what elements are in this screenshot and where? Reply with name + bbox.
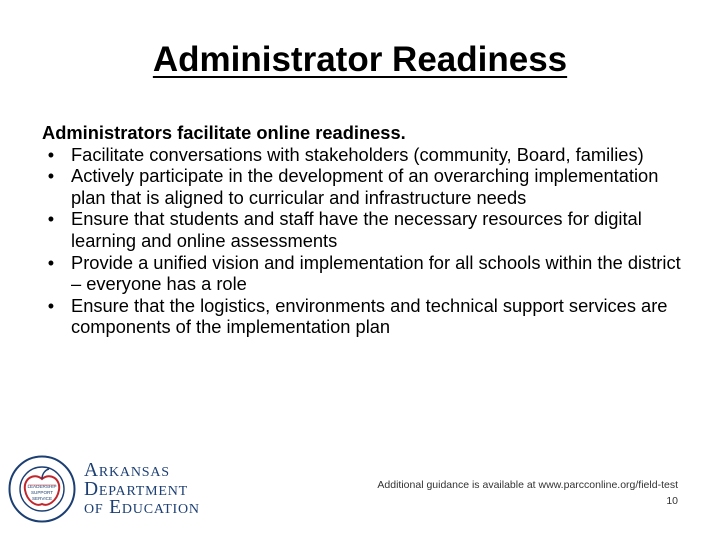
- guidance-note: Additional guidance is available at www.parcconline.org/field-test: [377, 479, 678, 491]
- bullet-list: [42, 144, 692, 338]
- bullet-item: [42, 144, 692, 166]
- slide-title: Administrator Readiness: [152, 40, 568, 79]
- bullet-glyph: •: [47, 143, 55, 165]
- bullet-text: Ensure that students and staff have the necessary resources for digital learning and online assessments: [71, 208, 642, 251]
- bullet-glyph: •: [47, 165, 55, 187]
- ade-seal-icon: [8, 455, 76, 523]
- seal-inner-text: LEADERSHIP: [27, 484, 57, 489]
- bullet-item: [42, 165, 692, 208]
- ade-logo: [8, 455, 214, 523]
- seal-inner-text: SUPPORT: [30, 490, 54, 495]
- bullet-text: Actively participate in the development of an overarching implementation plan that is aligned to curricular and infrastructure needs: [71, 165, 659, 208]
- org-name-line: of Education: [84, 497, 200, 518]
- bullet-item: [42, 295, 692, 338]
- slide-body: [42, 122, 692, 338]
- page-number: 10: [666, 494, 678, 507]
- seal-inner-text: SERVICE: [31, 496, 53, 501]
- intro-text: Administrators facilitate online readiness.: [42, 122, 406, 143]
- bullet-text: Provide a unified vision and implementation for all schools within the district – everyone has a role: [71, 251, 681, 295]
- bullet-glyph: •: [47, 208, 55, 230]
- bullet-glyph: •: [47, 251, 55, 273]
- bullet-glyph: •: [47, 294, 55, 316]
- org-name-line: Arkansas: [84, 460, 170, 481]
- bullet-text: Facilitate conversations with stakeholders (community, Board, families): [71, 143, 644, 165]
- bullet-item: [42, 208, 692, 251]
- org-name: [84, 462, 200, 518]
- bullet-text: Ensure that the logistics, environments and technical support services are components of the implementation plan: [71, 294, 668, 338]
- org-name-line: Department: [84, 478, 188, 500]
- slide-footer: [377, 478, 678, 509]
- bullet-item: [42, 252, 692, 295]
